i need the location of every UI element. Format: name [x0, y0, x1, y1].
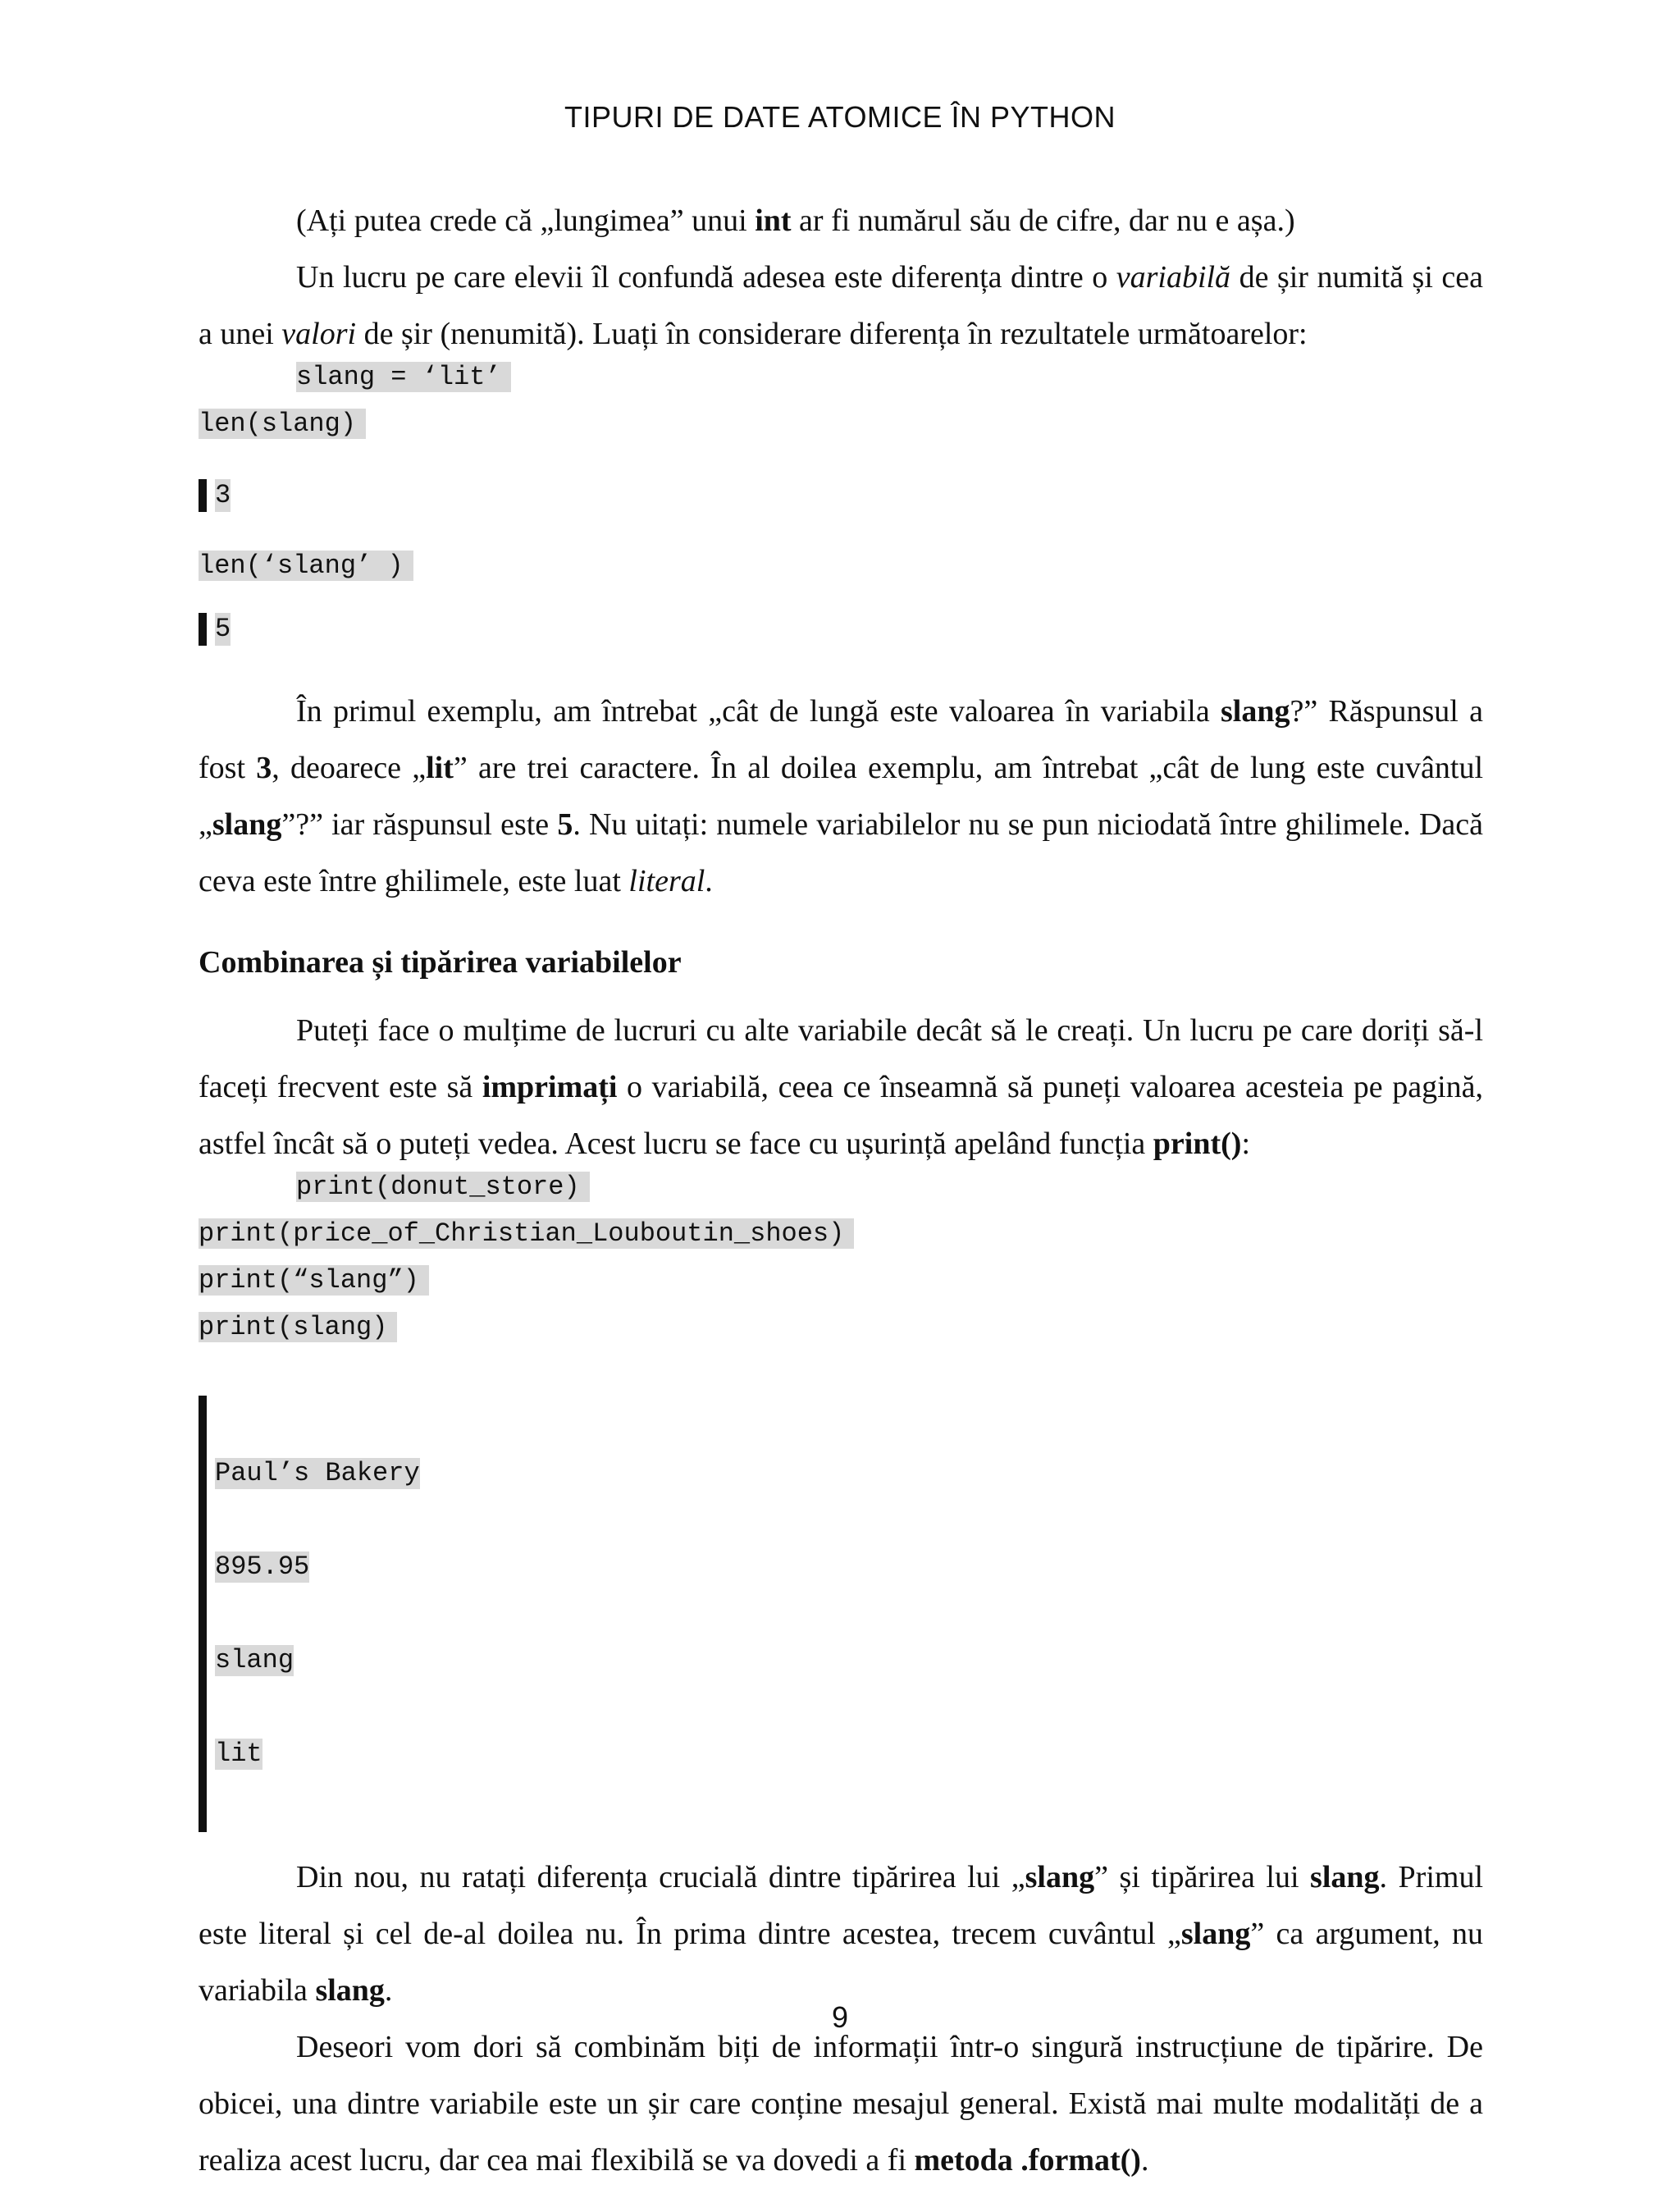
code-line: print(donut_store): [296, 1172, 590, 1202]
running-header: TIPURI DE DATE ATOMICE ÎN PYTHON: [564, 100, 1116, 134]
code-line: print(“slang”): [199, 1265, 429, 1296]
text: de șir numită și cea a unei: [199, 260, 1483, 351]
text: ar fi numărul său de cifre, dar nu e așa.): [791, 203, 1295, 238]
text: Un lucru pe care elevii îl confundă adesea este diferența dintre o: [296, 260, 1116, 295]
text: ?” Răspunsul a fost: [199, 694, 1483, 785]
paragraph-variable-vs-value: [199, 249, 1483, 363]
text: ”?” iar răspunsul este: [281, 807, 558, 842]
text: ” are trei caractere. În al doilea exemplu, am întrebat „cât de lung este cuvântul „: [199, 751, 1483, 842]
bold-term: slang: [212, 807, 282, 842]
code-line: len(slang): [199, 409, 366, 439]
bold-term: int: [755, 203, 792, 238]
text: ” ca argument, nu variabila: [199, 1917, 1483, 2008]
output-block-5: [199, 613, 1483, 646]
text: Din nou, nu ratați diferența crucială dintre tipărirea lui „: [296, 1860, 1025, 1894]
paragraph-int-length: [199, 193, 1483, 249]
text: (Ați putea crede că „lungimea” unui: [296, 203, 756, 238]
bold-term: imprimați: [482, 1070, 618, 1104]
text: o variabilă, ceea ce înseamnă să puneți valoarea acesteia pe pagină, astfel încât să o puteți vedea. Acest lucru se face cu ușurință apelând funcția: [199, 1070, 1483, 1161]
bold-term: 3: [256, 751, 272, 785]
paragraph-explanation: [199, 683, 1483, 910]
code-block-len-variable: [199, 361, 1483, 455]
paragraph-literal-difference: [199, 1849, 1483, 2019]
output-line: slang: [215, 1645, 294, 1675]
output-line: 3: [215, 480, 231, 510]
code-block-print: [199, 1171, 1483, 1358]
text: :: [1241, 1126, 1251, 1161]
bold-term: print(): [1153, 1126, 1242, 1161]
section-heading: Combinarea și tipărirea variabilelor: [199, 945, 682, 980]
code-line: print(slang): [199, 1312, 397, 1342]
code-block-len-literal: [199, 550, 1483, 596]
output-line: lit: [215, 1739, 262, 1769]
output-line: 5: [215, 614, 231, 644]
paragraph-format-method: [199, 2019, 1483, 2189]
bold-term: slang: [1180, 1917, 1251, 1951]
bold-term: slang: [1220, 694, 1290, 729]
code-line: slang = ‘lit’: [296, 362, 511, 392]
text: . Nu uitați: numele variabilelor nu se pun niciodată între ghilimele. Dacă ceva este între ghilimele, este luat: [199, 807, 1483, 898]
text: În primul exemplu, am întrebat „cât de lungă este valoarea în variabila: [296, 694, 1221, 729]
bold-term: metoda .format(): [914, 2143, 1141, 2178]
bold-term: slang: [1025, 1860, 1095, 1894]
bold-term: slang: [315, 1973, 385, 2008]
code-line: len(‘slang’ ): [199, 551, 413, 581]
bold-term: slang: [1310, 1860, 1380, 1894]
code-line: print(price_of_Christian_Louboutin_shoes): [199, 1218, 854, 1249]
bold-term: lit: [426, 751, 454, 785]
text: , deoarece „: [272, 751, 427, 785]
page-number: 9: [831, 2000, 849, 2034]
output-line: Paul’s Bakery: [215, 1458, 420, 1488]
text: .: [1140, 2143, 1149, 2178]
output-line: 895.95: [215, 1551, 310, 1582]
bold-term: 5: [557, 807, 573, 842]
output-block-print: [199, 1396, 1483, 1833]
paragraph-print-intro: [199, 1003, 1483, 1172]
text: Puteți face o mulțime de lucruri cu alte variabile decât să le creați. Un lucru pe care doriți să-l faceți frecvent este să: [199, 1013, 1483, 1104]
output-block-3: [199, 479, 1483, 512]
text: . Primul este literal și cel de-al doilea nu. În prima dintre acestea, trecem cuvântul „: [199, 1860, 1484, 1951]
text: de șir (nenumită). Luați în considerare diferența în rezultatele următoarelor:: [356, 317, 1308, 351]
italic-term: valori: [281, 317, 357, 351]
text: .: [384, 1973, 393, 2008]
text: Deseori vom dori să combinăm biți de informații într-o singură instrucțiune de tipărire. De obicei, una dintre variabile este un șir care conține mesajul general. Există mai multe modalități de a realiza acest lucru, dar cea mai flexibilă se va dovedi a fi: [199, 2030, 1483, 2178]
italic-term: variabilă: [1116, 260, 1231, 295]
text: .: [705, 864, 713, 898]
page-content: [199, 193, 1483, 2189]
italic-term: literal: [628, 864, 705, 898]
text: ” și tipărirea lui: [1094, 1860, 1311, 1894]
